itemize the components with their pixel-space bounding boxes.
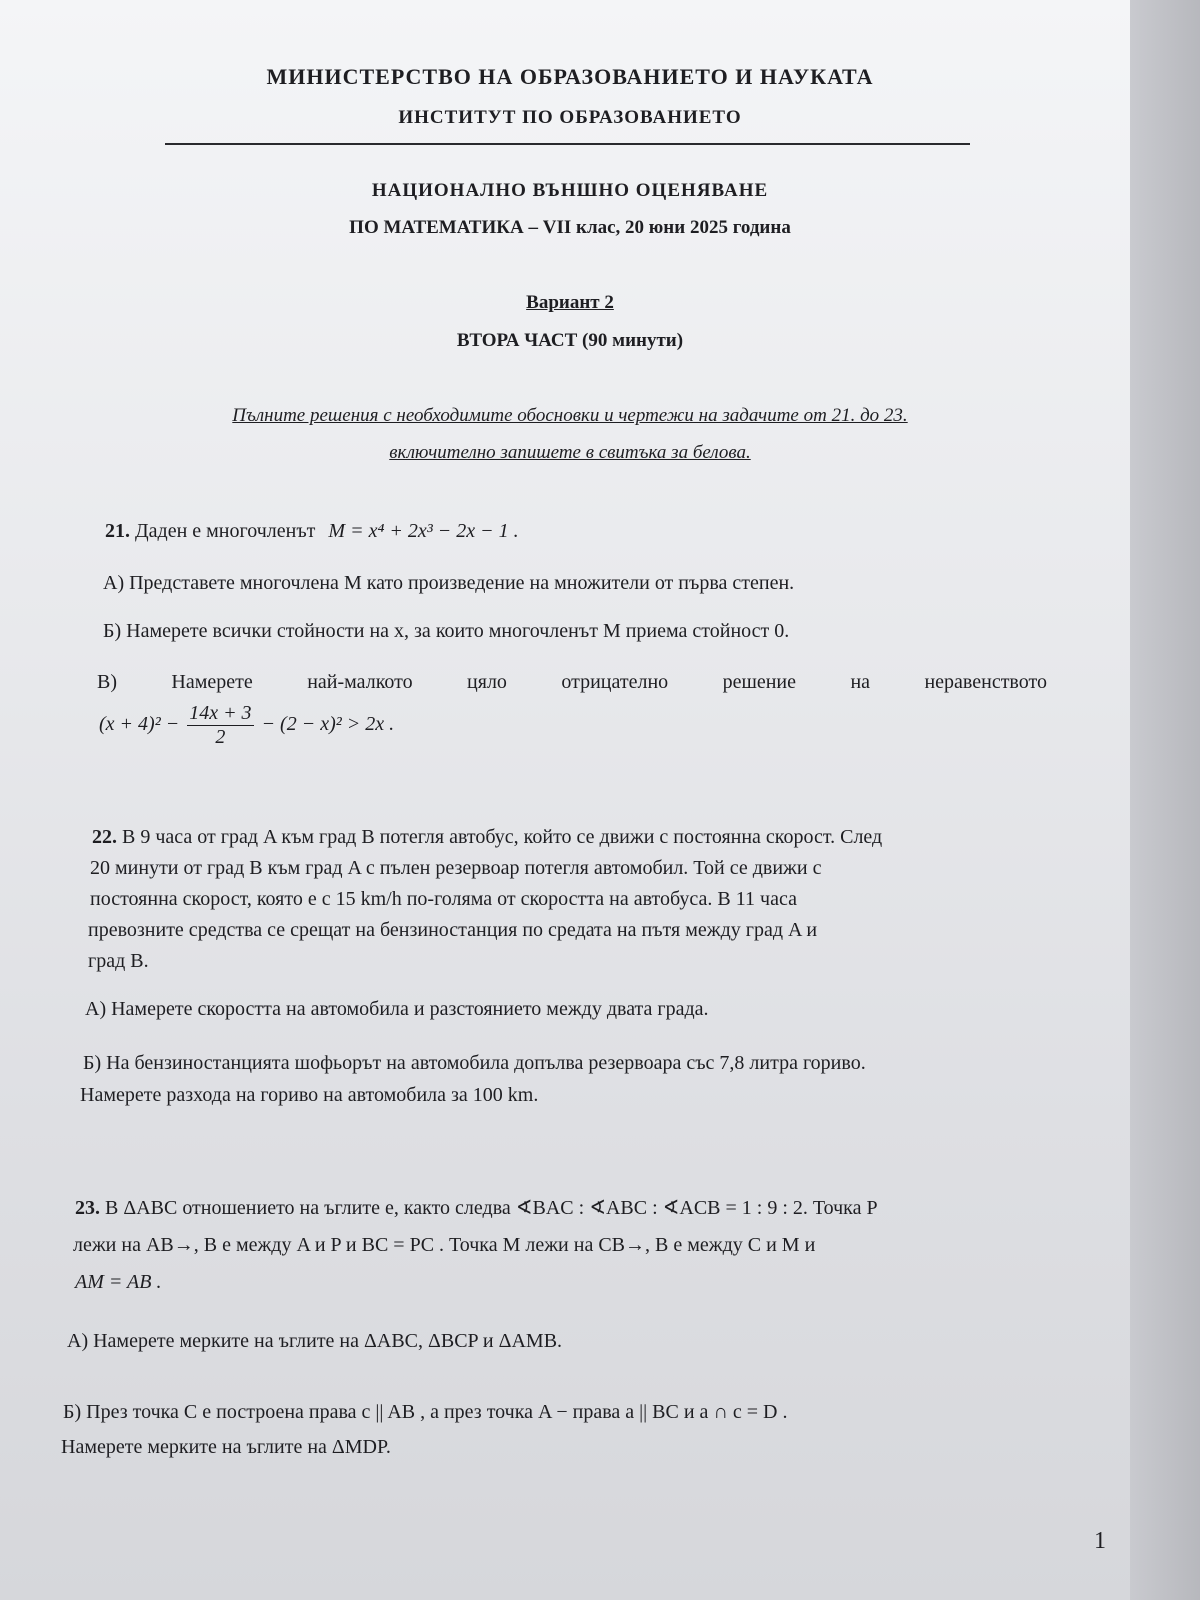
instructions-line-1: Пълните решения с необходимите обосновки и чертежи на задачите от 21. до 23. [232,405,908,426]
problem-23-part-b-line-2: Намерете мерките на ъглите на ΔMDP. [61,1436,391,1458]
problem-22-line-2: 20 минути от град B към град A с пълен резервоар потегля автомобил. Той се движи с [90,857,822,879]
problem-22-number: 22. [92,826,117,848]
word: цяло [467,671,507,693]
page-number: 1 [1094,1528,1106,1554]
problem-22-part-a: А) Намерете скоростта на автомобила и разстоянието между двата града. [85,998,709,1020]
problem-22-part-b-line-2: Намерете разхода на гориво на автомобила за 100 km. [80,1084,539,1106]
problem-22-line-1 [92,826,882,849]
problem-22-line-5: град B. [88,950,149,972]
problem-22-line-4: превозните средства се срещат на бензиностанция по средата на пътя между град A и [88,919,818,941]
fraction-denominator: 2 [215,726,226,748]
part-label: ВТОРА ЧАСТ (90 минути) [456,330,684,351]
word: В) [97,671,117,693]
instructions-line-2: включително запишете в свитъка за белова. [389,442,751,463]
exam-subject: ПО МАТЕМАТИКА – VII клас, 20 юни 2025 година [349,217,791,238]
problem-22-line-3: постоянна скорост, която е с 15 km/h по-голяма от скоростта на автобуса. В 11 часа [90,888,797,910]
fraction-numerator: 14x + 3 [189,702,252,724]
exam-title: НАЦИОНАЛНО ВЪНШНО ОЦЕНЯВАНЕ [371,180,769,201]
problem-23-part-a: А) Намерете мерките на ъглите на ΔABC, ΔBCP и ΔAMB. [67,1330,563,1352]
inequality-left: (x + 4)² − [99,713,180,736]
institute-title: ИНСТИТУТ ПО ОБРАЗОВАНИЕТО [398,107,742,128]
ministry-title: МИНИСТЕРСТВО НА ОБРАЗОВАНИЕТО И НАУКАТА [266,64,874,89]
problem-22-part-b-line-1: Б) На бензиностанцията шофьорът на автомобила допълва резервоара със 7,8 литра гориво. [83,1052,866,1074]
problem-21-part-a: А) Представете многочлена M като произведение на множители от първа степен. [103,572,795,594]
variant-label: Вариант 2 [526,292,614,313]
problem-21-number: 21. [105,520,130,542]
problem-21-part-c [97,671,1047,694]
problem-23-line-3: AM = AB . [75,1271,162,1293]
problem-23-text: В ΔABC отношението на ъглите е, както следва ∢BAC : ∢ABC : ∢ACB = 1 : 9 : 2. Точка P [105,1197,878,1219]
problem-23-number: 23. [75,1197,100,1219]
problem-21-part-b: Б) Намерете всички стойности на x, за които многочленът M приема стойност 0. [103,620,790,642]
problem-23-line-1 [75,1195,878,1220]
word: на [850,671,871,693]
word: отрицателно [561,671,669,693]
problem-23-part-b-line-1: Б) През точка C е построена права c || AB , а през точка A − права a || BC и a ∩ c = D . [63,1401,788,1423]
problem-21-intro: Даден е многочленът [135,520,316,542]
problem-23-line-2: лежи на AB→, B е между A и P и BC = PC . Точка M лежи на CB→, B е между C и M и [73,1234,816,1256]
inequality-fraction [187,702,253,749]
problem-21-inequality [99,702,394,749]
inequality-right: − (2 − x)² > 2x . [261,713,395,736]
word: Намерете [171,671,253,693]
problem-22-text: В 9 часа от град A към град B потегля автобус, който се движи с постоянна скорост. След [122,826,883,848]
paper-edge-background [1130,0,1200,1600]
problem-21-statement [105,520,519,543]
header-divider [165,143,970,145]
word: решение [722,671,797,693]
problem-21-polynomial: M = x⁴ + 2x³ − 2x − 1 . [328,520,519,542]
word: най-малкото [307,671,413,693]
word: неравенството [924,671,1047,693]
